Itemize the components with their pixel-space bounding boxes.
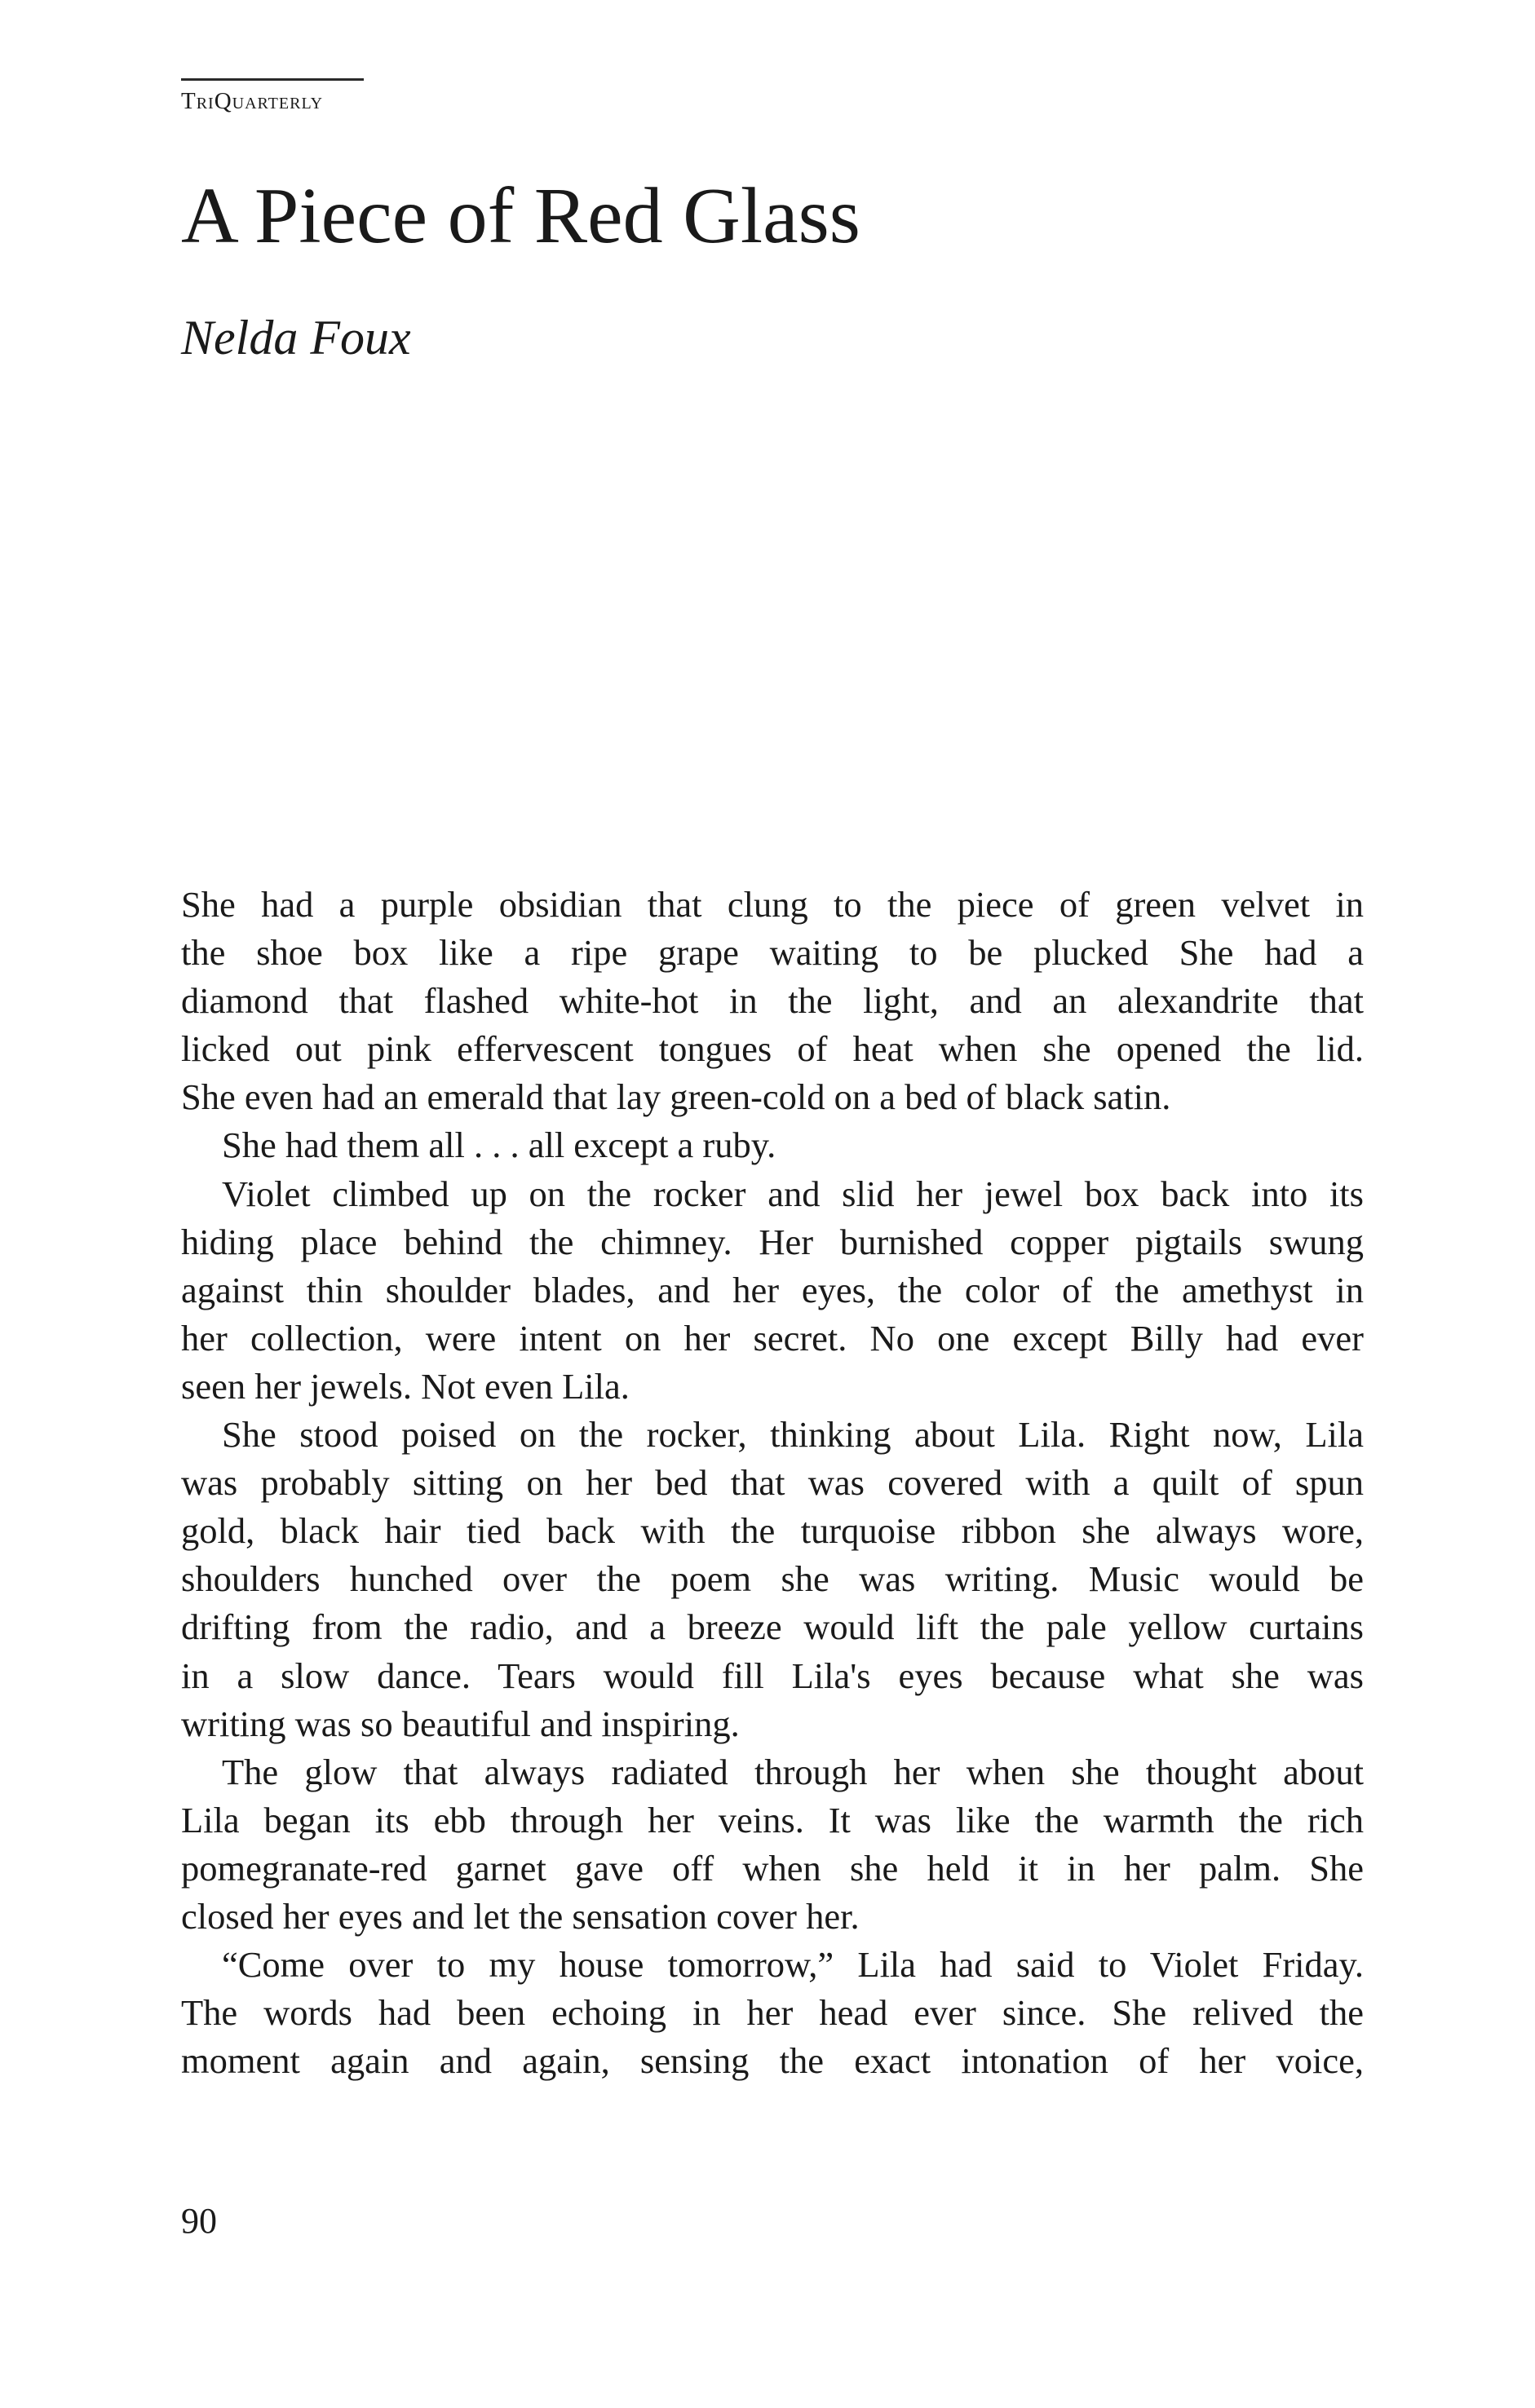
body-line: drifting from the radio, and a breeze would lift the pale yellow curtains bbox=[181, 1606, 1364, 1648]
story-title: A Piece of Red Glass bbox=[181, 172, 860, 260]
running-head: TriQuarterly bbox=[181, 88, 324, 114]
body-line: Lila began its ebb through her veins. It was like the warmth the rich bbox=[181, 1799, 1364, 1840]
body-line: She had a purple obsidian that clung to the piece of green velvet in bbox=[181, 884, 1364, 925]
body-line: moment again and again, sensing the exact intonation of her voice, bbox=[181, 2040, 1364, 2082]
body-line: was probably sitting on her bed that was covered with a quilt of spun bbox=[181, 1462, 1364, 1504]
body-line: closed her eyes and let the sensation cover her. bbox=[181, 1895, 860, 1937]
body-line: The glow that always radiated through her when she thought about bbox=[222, 1751, 1364, 1792]
body-line: in a slow dance. Tears would fill Lila's eyes because what she was bbox=[181, 1655, 1364, 1696]
body-line: shoulders hunched over the poem she was writing. Music would be bbox=[181, 1558, 1364, 1600]
body-line: seen her jewels. Not even Lila. bbox=[181, 1365, 630, 1407]
page-number: 90 bbox=[181, 2201, 217, 2241]
body-line: She had them all . . . all except a ruby. bbox=[222, 1124, 776, 1166]
body-line: Violet climbed up on the rocker and slid her jewel box back into its bbox=[222, 1173, 1364, 1214]
body-line: her collection, were intent on her secret. No one except Billy had ever bbox=[181, 1317, 1364, 1359]
body-line: the shoe box like a ripe grape waiting to be plucked She had a bbox=[181, 932, 1364, 974]
story-body bbox=[181, 881, 1364, 2085]
body-line: diamond that flashed white-hot in the light, and an alexandrite that bbox=[181, 980, 1364, 1022]
body-line: She stood poised on the rocker, thinking about Lila. Right now, Lila bbox=[222, 1414, 1364, 1456]
header-rule bbox=[181, 78, 364, 81]
body-line: writing was so beautiful and inspiring. bbox=[181, 1703, 740, 1744]
story-author: Nelda Foux bbox=[181, 311, 411, 365]
body-line: against thin shoulder blades, and her eyes, the color of the amethyst in bbox=[181, 1269, 1364, 1310]
body-line: gold, black hair tied back with the turquoise ribbon she always wore, bbox=[181, 1510, 1364, 1552]
body-line: hiding place behind the chimney. Her burnished copper pigtails swung bbox=[181, 1221, 1364, 1262]
body-line: licked out pink effervescent tongues of heat when she opened the lid. bbox=[181, 1028, 1364, 1070]
body-line: The words had been echoing in her head ever since. She relived the bbox=[181, 1992, 1364, 2034]
body-line: pomegranate-red garnet gave off when she held it in her palm. She bbox=[181, 1847, 1364, 1889]
body-line: “Come over to my house tomorrow,” Lila had said to Violet Friday. bbox=[222, 1944, 1364, 1986]
body-line: She even had an emerald that lay green-cold on a bed of black satin. bbox=[181, 1076, 1171, 1118]
